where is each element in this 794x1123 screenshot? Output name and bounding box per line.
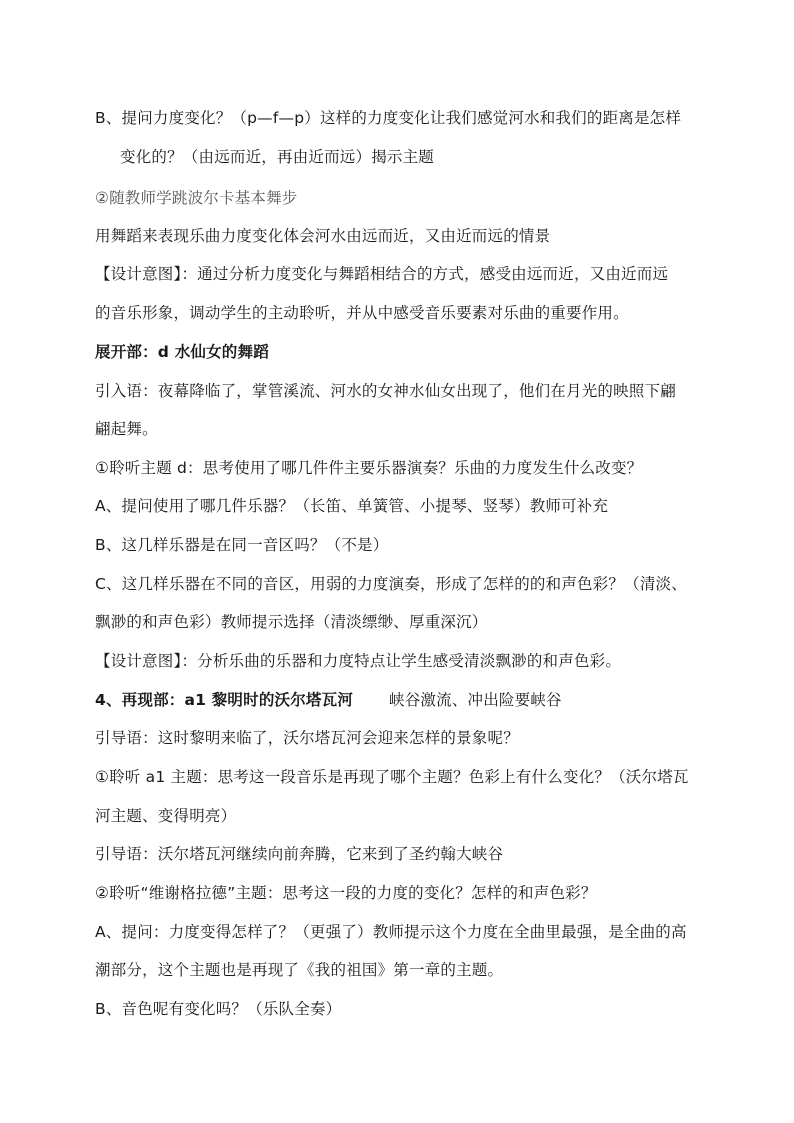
design-intent-line: 【设计意图】：分析乐曲的乐器和力度特点让学生感受清淡飘渺的和声色彩。 — [95, 652, 622, 670]
text-line: C、这几样乐器在不同的音区，用弱的力度演奏，形成了怎样的的和声色彩？（清淡、 — [95, 575, 687, 593]
section-heading: 展开部：d 水仙女的舞蹈 — [95, 343, 269, 361]
section-heading: 4、再现部：a1 黎明时的沃尔塔瓦河 — [95, 691, 354, 709]
text-line: 翩起舞。 — [95, 420, 158, 438]
design-intent-line: 【设计意图】：通过分析力度变化与舞蹈相结合的方式，感受由远而近，又由近而远 — [95, 265, 669, 283]
text-line: ②聆听“维谢格拉德”主题：思考这一段的力度的变化？怎样的和声色彩？ — [95, 884, 597, 902]
text-line: 变化的？（由远而近，再由近而远）揭示主题 — [120, 148, 435, 166]
section-subtitle: 峡谷激流、冲出险要峡谷 — [389, 691, 562, 709]
text-line: 用舞蹈来表现乐曲力度变化体会河水由远而近，又由近而远的情景 — [95, 227, 551, 245]
text-line: B、这几样乐器是在同一音区吗？（不是） — [95, 536, 389, 554]
text-line: 飘渺的和声色彩）教师提示选择（清淡缥缈、厚重深沉） — [95, 613, 488, 631]
text-line: ②随教师学跳波尔卡基本舞步 — [95, 189, 298, 207]
text-line: 引入语：夜幕降临了，掌管溪流、河水的女神水仙女出现了，他们在月光的映照下翩 — [95, 382, 676, 400]
text-line: 河主题、变得明亮） — [95, 807, 237, 825]
text-line: 引导语：这时黎明来临了，沃尔塔瓦河会迎来怎样的景象呢？ — [95, 729, 519, 747]
text-line: A、提问使用了哪几件乐器？（长笛、单簧管、小提琴、竖琴）教师可补充 — [95, 497, 609, 515]
text-line: A、提问：力度变得怎样了？（更强了）教师提示这个力度在全曲里最强，是全曲的高 — [95, 923, 687, 941]
text-line: ①聆听 a1 主题：思考这一段音乐是再现了哪个主题？色彩上有什么变化？（沃尔塔瓦 — [95, 768, 689, 786]
text-line: 引导语：沃尔塔瓦河继续向前奔腾，它来到了圣约翰大峡谷 — [95, 845, 504, 863]
text-line: B、音色呢有变化吗？（乐队全奏） — [95, 1000, 342, 1018]
text-line: ①聆听主题 d：思考使用了哪几件件主要乐器演奏？乐曲的力度发生什么改变？ — [95, 459, 643, 477]
text-line: B、提问力度变化？（p—f—p）这样的力度变化让我们感觉河水和我们的距离是怎样 — [95, 109, 682, 127]
text-line: 潮部分，这个主题也是再现了《我的祖国》第一章的主题。 — [95, 961, 504, 979]
section-heading-row — [95, 690, 735, 710]
text-line: 的音乐形象，调动学生的主动聆听，并从中感受音乐要素对乐曲的重要作用。 — [95, 304, 629, 322]
